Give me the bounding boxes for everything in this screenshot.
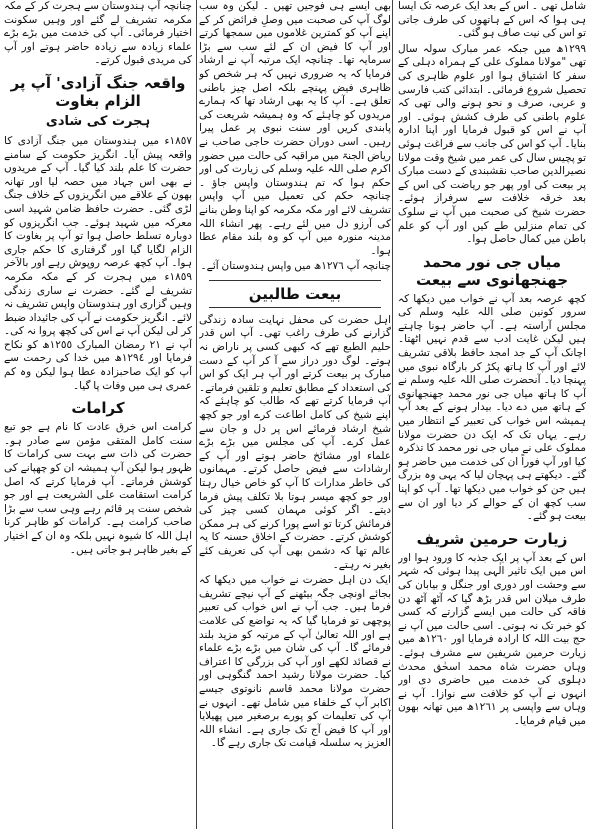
section-heading: کرامات bbox=[71, 399, 125, 418]
paragraph: بھی ایسے ہی فوجیں تھیں ۔ لیکن وہ سب لوگ آپ کی صحبت میں وصلِ فرائض کر کے اپنے آپ کو کمترین غلاموں میں سمجھا کرتے اور آپ کا فیض ان کے لئے سب سے بڑا سرمایہ تھا۔ چنانچہ ایک مرتبہ آپ نے ارشاد فرمایا کہ یہ ضروری نہیں کہ ہر شخص کو ظاہری فیض پہنچے بلکہ اصل چیز باطنی تعلق ہے۔ آپ کا یہ بھی ارشاد تھا کہ ہمارے مریدوں کو چاہئے کہ وہ ہمیشہ شریعت کی پابندی کریں اور سنت نبوی پر عمل پیرا رہیں۔ اسی دوران حضرت حاجی صاحب نے ریاض الجنۃ میں مراقبہ کی حالت میں حضور اکرم صلی اللہ علیہ وسلم کی زیارت کی اور حکم ہوا کہ تم ہندوستان واپس جاؤ ۔ چنانچہ حکم کی تعمیل میں آپ واپس تشریف لائے اور مکہ مکرمہ کو اپنا وطن بنانے کی آرزو دل میں لئے رہے۔ پھر انشاء اللہ مدینہ منورہ میں آپ کو وہ بلند مقام عطا ہوا۔ bbox=[199, 0, 391, 257]
right-column bbox=[398, 0, 586, 829]
section-heading: زیارت حرمین شریف bbox=[416, 529, 568, 548]
paragraph: شامل تھی ۔ اس کے بعد ایک عرصہ تک ایسا ہی ہوا کہ اس کے ہاتھوں کی طرف جاتی تو اس کی نیت صاف ہو گئی۔ bbox=[398, 0, 586, 40]
paragraph: چنانچہ آپ ہندوستان سے ہجرت کر کے مکہ مکرمہ تشریف لے گئے اور وہیں سکونت اختیار فرمائی۔ آپ کی خدمت میں بڑے بڑے علماء زیادہ سے زیادہ حاضر ہوتے اور آپ کی مریدی قبول کرتے۔ bbox=[4, 0, 192, 67]
section-heading: میاں جی نور محمد جھنجھانوی سے بیعت bbox=[415, 252, 569, 289]
paragraph: ١٢٩٩ھ میں جبکہ عمر مبارک سولہ سال تھی "مولانا مملوک علی کے ہمراہ دہلی کے سفر کا اشتیاق ہوا اور علوم ظاہری کی تحصیل شروع فرمائی۔ ابتدائی کتب فارسی و عربی، صرف و نحو ہونے والی تھی کہ علوم باطنی کی طرف کشش ہوئی۔ اور آپ نے اس کو قبول فرمایا اور اپنا ادارہ بنایا۔ آپ کو اس کی جانب سے فراغت ہوئی تو پچیس سال کی عمر میں شیخ وقت مولانا نصیرالدین صاحب نقشبندی کے دست مبارک پر بیعت کی اور پھر جو ریاضت کی اس کے بعد خرقہ خلافت سے سرفراز ہوئے۔ حضرت شیخ کی صحبت میں آپ نے سلوک کی تمام منزلیں طے کیں اور آپ کو علم باطن میں کمال حاصل ہوا۔ bbox=[398, 42, 586, 246]
column-divider bbox=[392, 0, 393, 829]
section-heading: واقعہ جنگ آزادی' آپ پر الزام بغاوت bbox=[10, 73, 186, 110]
section-heading: بیعت طالبین bbox=[209, 280, 381, 308]
paragraph: ایک دن اہل حضرت نے خواب میں دیکھا کہ بجائے اونچی جگہ بیٹھنے کے آپ نیچے تشریف فرما ہیں۔ جب آپ نے اس خواب کی تعبیر پوچھی تو فرمایا گیا کہ یہ تواضع کی علامت ہے اور اللہ تعالیٰ آپ کے مرتبہ کو مزید بلند فرمائے گا۔ آپ کی شان میں بڑے بڑے علماء نے قصائد لکھے اور آپ کی بزرگی کا اعتراف کیا۔ حضرت مولانا رشید احمد گنگوہی اور حضرت مولانا محمد قاسم نانوتوی جیسے اکابر آپ کے خلفاء میں شامل تھے۔ انہوں نے آپ کی تعلیمات کو پورے برصغیر میں پھیلایا اور آپ کا فیض آج تک جاری ہے۔ انشاء اللہ العزیز یہ سلسلہ قیامت تک جاری رہے گا۔ bbox=[199, 574, 391, 750]
section-subheading: ہجرت کی شادی bbox=[45, 113, 151, 129]
paragraph: چنانچہ آپ ١٢٧٦ھ میں واپس ہندوستان آئے۔ bbox=[200, 260, 391, 273]
paragraph: اہل حضرت کی محفل نہایت سادہ زندگی گزارنے کی طرف راغب تھی۔ آپ اس قدر حلیم الطبع تھے کہ کبھی کسی پر ناراض نہ ہوتے۔ لوگ دور دراز سے آ کر آپ کے دست مبارک پر بیعت کرتے اور آپ ہر ایک کو اس کی استعداد کے مطابق تعلیم و تلقین فرماتے۔ آپ فرمایا کرتے تھے کہ طالب کو چاہئے کہ اپنے شیخ کی کامل اطاعت کرے اور جو کچھ شیخ ارشاد فرمائے اس پر دل و جان سے عمل کرے۔ آپ کی مجلس میں بڑے بڑے علماء اور مشائخ حاضر ہوتے اور آپ کے ارشادات سے فیض حاصل کرتے۔ مہمانوں کی خاطر مدارات کا آپ کو خاص خیال رہتا اور جو کچھ میسر ہوتا بلا تکلف پیش فرما دیتے۔ اگر کوئی مہمان کسی چیز کی فرمائش کرتا تو اسے پورا کرنے کی ہر ممکن کوشش کرتے۔ حضرت کے اخلاق حسنہ کا یہ عالم تھا کہ دشمن بھی آپ کی تعریف کئے بغیر نہ رہتے۔ bbox=[199, 313, 391, 571]
middle-column bbox=[199, 0, 391, 829]
paragraph: کچھ عرصہ بعد آپ نے خواب میں دیکھا کہ سرور کونین صلی اللہ علیہ وسلم کی مجلس آراستہ ہے۔ آپ حاضر ہونا چاہتے ہیں لیکن غایت ادب سے قدم نہیں اٹھتا۔ اچانک آپ کے جد امجد حافظ بلاقی تشریف لائے اور آپ کا ہاتھ پکڑ کر بارگاہ نبوی میں پہنچا دیا۔ آنحضرت صلی اللہ علیہ وسلم نے آپ کا ہاتھ میاں جی نور محمد جھنجھانوی کے ہاتھ میں دے دیا۔ بیدار ہونے کے بعد آپ ہمیشہ اس خواب کی تعبیر کے انتظار میں رہے۔ یہاں تک کہ ایک دن حضرت مولانا مملوک علی نے میاں جی نور محمد کا تذکرہ کیا اور آپ فوراً ان کی خدمت میں حاضر ہو گئے۔ دیکھتے ہی پہچان لیا کہ یہی وہ بزرگ ہیں جن کو خواب میں دیکھا تھا۔ آپ کو اپنا سب کچھ ان کے حوالے کر دیا اور ان سے بیعت ہو گئے۔ bbox=[398, 292, 586, 523]
paragraph: اس کے بعد آپ پر ایک جذبہ کا ورود ہوا اور اس میں ایک تاثیر الٰہی پیدا ہوئی کہ شہر سے وحشت اور دوری اور جنگل و بیابان کی طرف میلان اس قدر بڑھ گیا کہ آٹھ آٹھ دن فاقہ کی حالت میں ایسے گزارتے کہ کسی کو خبر تک نہ ہوتی۔ اسی حالت میں آپ نے حج بیت اللہ کا ارادہ فرمایا اور ١٢٦٠ھ میں زیارت حرمین شریفین سے مشرف ہوئے۔ وہاں حضرت شاہ محمد اسحٰق محدث دہلوی کی خدمت میں حاضری دی اور انہوں نے آپ کو خلافت سے نوازا۔ آپ نے وہاں سے واپسی پر ١٢٦١ھ میں تھانہ بھون میں قیام فرمایا۔ bbox=[398, 551, 586, 727]
paragraph: کرامت اس خرق عادت کا نام ہے جو تبع سنت کامل المتقی مؤمن سے صادر ہو۔ حضرت کی ذات سے بہت سی کرامات کا ظہور ہوا لیکن آپ ہمیشہ ان کو چھپانے کی کوشش فرماتے۔ آپ فرمایا کرتے کہ اصل کرامت استقامت علی الشریعت ہے اور جو شخص سنت پر قائم رہے وہی سب سے بڑا صاحب کرامت ہے۔ کرامات کو ظاہر کرنا اہل اللہ کا شیوہ نہیں بلکہ وہ ان کے اختیار کے بغیر ظاہر ہو جاتی ہیں۔ bbox=[4, 421, 192, 556]
column-divider bbox=[196, 0, 197, 829]
paragraph: ١٨٥٧ء میں ہندوستان میں جنگ آزادی کا واقعہ پیش آیا۔ انگریز حکومت کے سامنے حضرت کا علم بلند کیا گیا۔ آپ کے مریدوں نے بھی اس جہاد میں حصہ لیا اور تھانہ بھون کے علاقے میں انگریزوں کے خلاف جنگ لڑی گئی۔ حضرت حافظ ضامن شہید اسی معرکہ میں شہید ہوئے۔ جب انگریزوں کو دوبارہ تسلط حاصل ہوا تو آپ پر بغاوت کا الزام لگایا گیا اور گرفتاری کا حکم جاری ہوا۔ آپ کچھ عرصہ روپوش رہے اور بالآخر ١٨٥٩ء میں ہجرت کر کے مکہ مکرمہ تشریف لے گئے۔ حضرت نے ساری زندگی وہیں گزاری اور ہندوستان واپس تشریف نہ لائے۔ انگریز حکومت نے آپ کی جائیداد ضبط کر لی لیکن آپ نے اس کی کچھ پروا نہ کی۔ آپ نے ٢١ رمضان المبارک ١٢٥٥ھ کو نکاح فرمایا اور ١٢٩٤ھ میں خدا کی رحمت سے آپ کو ایک صاحبزادہ عطا ہوا لیکن وہ کم عمری ہی میں وفات پا گیا۔ bbox=[4, 134, 192, 392]
left-column bbox=[4, 0, 192, 829]
